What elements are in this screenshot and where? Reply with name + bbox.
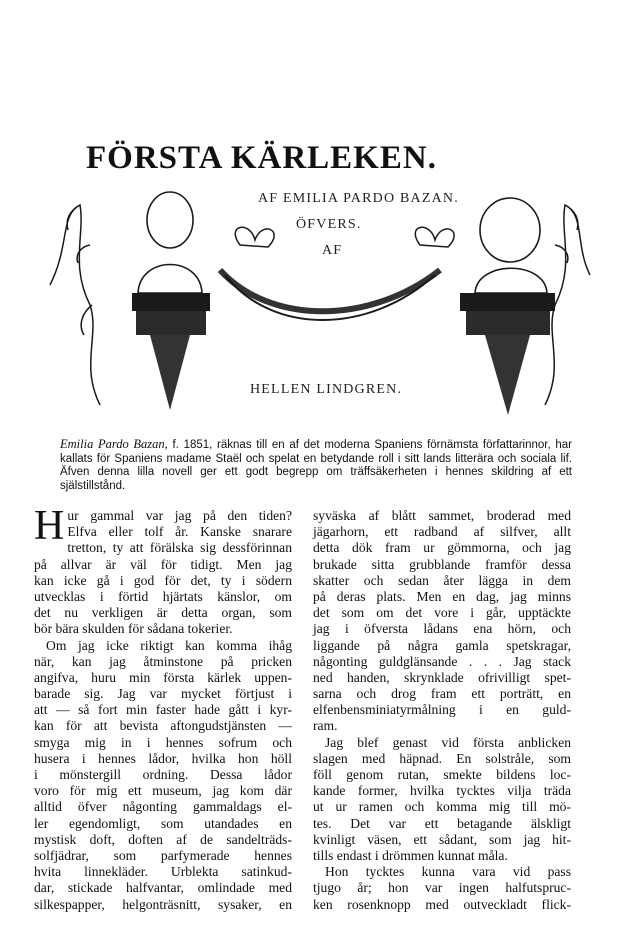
text-line: ken rosenknopp med outveckladt flick- xyxy=(313,896,571,912)
text-line: på deras plats. Men en dag, jag minns xyxy=(313,588,571,604)
text-line: skatter och sedan åter lägga in dem xyxy=(313,572,571,588)
credit-translator: HELLEN LINDGREN. xyxy=(250,382,403,397)
text-line: smyga mig in i hennes sofrum och xyxy=(34,734,292,750)
credit-translated: ÖFVERS. xyxy=(296,217,362,232)
text-line: tills endast i drömmen kunnat måla. xyxy=(313,847,508,863)
text-line: alltid öfver någonting gammaldags el- xyxy=(34,799,292,815)
text-line: att — så fort min faster hade gått i kyr- xyxy=(34,702,292,718)
intro-text: f. 1851, räknas till en af det moderna Spaniens förnämsta författarinnor, har kallats för Spaniens madame Staël och spelat en betydande roll i sitt lands litterära och sociala lif. Äfven denna lilla novell ger ett godt begrepp om träffsäkerheten i hennes skildring af ett själstillstånd. xyxy=(60,439,572,492)
text-line: det som om det vore i går, upptäckte xyxy=(313,605,571,621)
text-line: jägarhorn, ett radband af silfver, allt xyxy=(313,524,571,540)
text-line: hvita linnekläder. Urblekta satinkud- xyxy=(34,864,292,880)
text-line: ned handen, skrynklade ofrivilligt spet- xyxy=(313,669,571,685)
text-line: bör bära skulden för sådana tokerier. xyxy=(34,621,233,637)
text-line: någonting guldglänsande . . . Jag stack xyxy=(313,653,571,669)
text-line: angifva, huru min första kärlek uppen- xyxy=(34,669,292,685)
text-line: sarna och drog fram ett porträtt, en xyxy=(313,686,571,702)
text-line: kan icke gå i god för det, ty i södern xyxy=(34,572,292,588)
text-line: utvecklas i förtid hjärtats känslor, om xyxy=(34,588,292,604)
right-column xyxy=(313,508,571,913)
text-line: tes. Det var ett betagande älskligt xyxy=(313,815,571,831)
text-line: det nu verkligen är detta organ, som xyxy=(34,605,292,621)
text-line: ram. xyxy=(313,718,338,734)
text-line: ut ur ramen och komma mig till mö- xyxy=(313,799,571,815)
text-line: mystisk doft, doften af de sandelträds- xyxy=(34,831,292,847)
credit-by: AF xyxy=(322,243,343,258)
text-line: elfenbensminiatyrmålning i en guld- xyxy=(313,702,571,718)
text-line: solfjädrar, som parfymerade hennes xyxy=(34,847,292,863)
intro-author-name: Emilia Pardo Bazan, xyxy=(60,437,168,451)
text-line: slagen med häpnad. En solstråle, som xyxy=(313,750,571,766)
text-line: ler egendomligt, som utandades en xyxy=(34,815,292,831)
credit-author: AF EMILIA PARDO BAZAN. xyxy=(258,191,459,206)
text-line: på allvar är väl för tidigt. Men jag xyxy=(34,556,292,572)
text-line: när, kan jag åtminstone på pricken xyxy=(34,653,292,669)
text-line: detta dök fram ur gömmorna, och jag xyxy=(313,540,571,556)
article-title: FÖRSTA KÄRLEKEN. xyxy=(86,140,437,176)
text-line: kvinligt väsen, ett sådant, som jag hit- xyxy=(313,831,571,847)
text-line: Hon tycktes kunna vara vid pass xyxy=(325,864,571,880)
right-bust-illustration xyxy=(460,198,555,415)
text-line: föll genom rutan, smekte bildens loc- xyxy=(313,767,571,782)
text-line: ur gammal var jag på den tiden? xyxy=(67,508,292,523)
text-line: i mönstergill ordning. Dessa lådor xyxy=(34,767,292,782)
left-bust-illustration xyxy=(132,192,210,410)
text-line: silkespapper, helgonträsnitt, sysaker, en xyxy=(34,896,292,912)
article-intro xyxy=(60,438,572,493)
text-line: tjugo år; hon var ingen halfutspruc- xyxy=(313,880,571,896)
text-line: kan för att bevista aftongudstjänsten — xyxy=(34,718,292,734)
text-line: dar, stickade halfvantar, omlindade med xyxy=(34,880,292,896)
text-line: syväska af blått sammet, broderad med xyxy=(313,508,571,523)
text-line: brukade sitta grubblande framför dessa xyxy=(313,556,571,572)
text-line: husera i hennes lådor, hvilka hon höll xyxy=(34,750,292,766)
text-line: Elfva eller tolf år. Kanske snarare xyxy=(67,524,292,540)
text-line: Jag blef genast vid första anblicken xyxy=(325,734,571,750)
drop-cap: H xyxy=(34,503,65,549)
text-line: voro för mig ett museum, jag kom där xyxy=(34,783,292,799)
text-line: jag i öfversta lådans ena hörn, och xyxy=(313,621,571,637)
text-line: tretton, ty att förälska sig dessförinnan xyxy=(67,540,292,556)
left-column xyxy=(34,503,292,913)
text-line: barade sig. Jag var mycket förtjust i xyxy=(34,686,292,702)
decorative-banner xyxy=(40,175,600,425)
text-line: kande former, hvilka tycktes vilja träda xyxy=(313,783,571,799)
text-line: Om jag icke riktigt kan komma ihåg xyxy=(46,637,292,653)
text-line: liggande på några gamla spetskragar, xyxy=(313,637,571,653)
